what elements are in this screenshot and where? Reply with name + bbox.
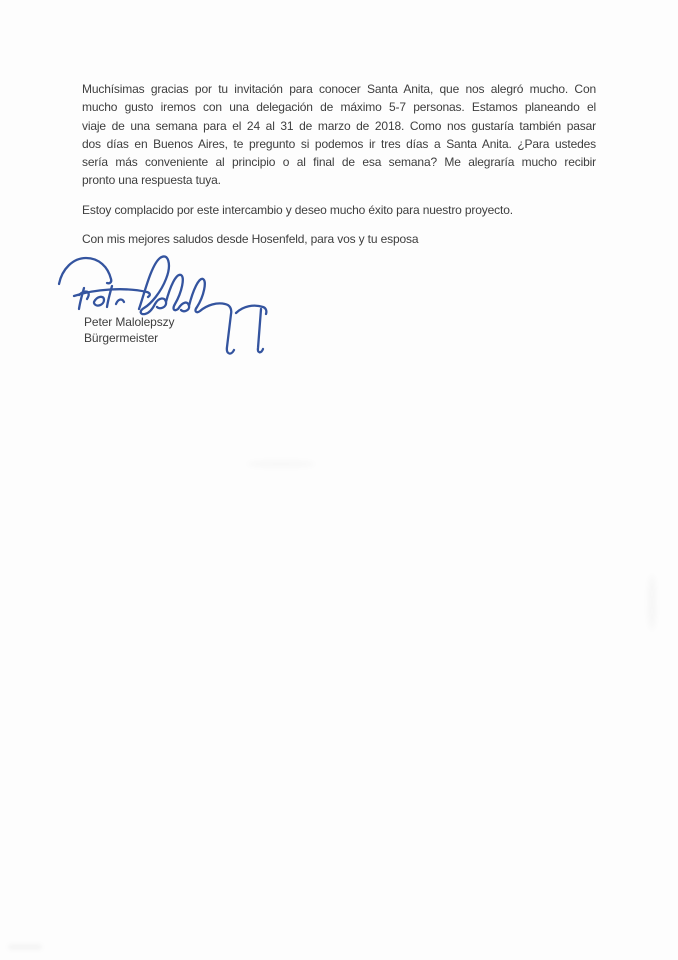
scan-artifact: [648, 575, 656, 630]
paragraph-line: mucho gusto iremos con una delegación de máximo 5-7 personas. Estamos planeando el: [82, 100, 596, 115]
paragraph-line: viaje de una semana para el 24 al 31 de marzo de 2018. Como nos gustaría también pasar: [82, 118, 596, 133]
paragraph-line: Con mis mejores saludos desde Hosenfeld, para vos y tu esposa: [82, 232, 419, 247]
signature-block: [84, 314, 174, 346]
scan-artifact: [246, 460, 316, 468]
paragraph-line: sería más conveniente al principio o al final de esa semana? Me alegraría mucho recibir: [82, 155, 596, 170]
paragraph-line: dos días en Buenos Aires, te pregunto si podemos ir tres días a Santa Anita. ¿Para ustedes: [82, 136, 596, 151]
signature-image: [55, 245, 285, 370]
paragraph-line: Estoy complacido por este intercambio y deseo mucho éxito para nuestro proyecto.: [82, 202, 513, 217]
signed-title: Bürgermeister: [84, 331, 159, 345]
letter-body: [82, 80, 596, 259]
letter-paragraph: [82, 80, 596, 190]
paragraph-line: pronto una respuesta tuya.: [82, 173, 221, 188]
letter-paragraph: [82, 201, 596, 219]
signed-name: Peter Malolepszy: [84, 315, 175, 329]
handwritten-signature: [55, 245, 285, 370]
scan-artifact: [8, 944, 42, 950]
paragraph-line: Muchísimas gracias por tu invitación para conocer Santa Anita, que nos alegró mucho. Con: [82, 82, 596, 96]
